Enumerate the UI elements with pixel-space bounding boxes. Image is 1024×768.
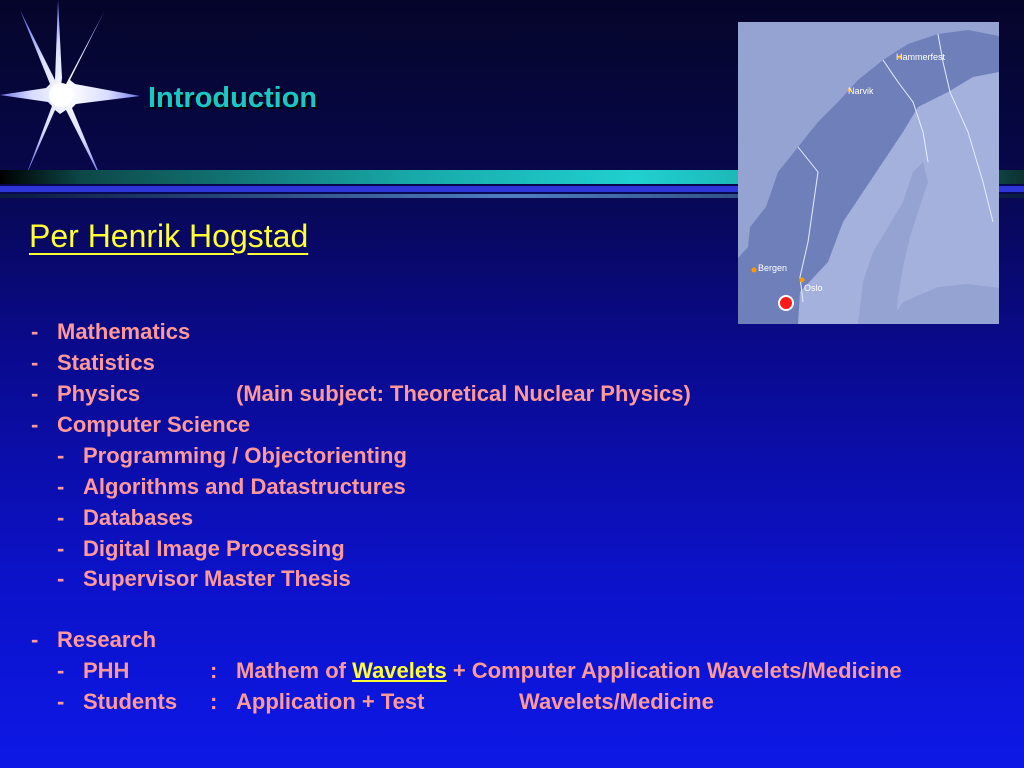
map-label-bergen: Bergen (758, 263, 788, 273)
map-label-oslo: Oslo (804, 283, 823, 293)
presenter-name: Per Henrik Hogstad (29, 218, 309, 254)
slide-title: Introduction (148, 82, 318, 114)
map-label-narvik: Narvik (848, 86, 874, 96)
location-marker-icon (779, 296, 793, 310)
physics-note: (Main subject: Theoretical Nuclear Physics) (236, 381, 691, 406)
wavelets-link[interactable]: Wavelets (352, 658, 447, 683)
star-logo-icon (0, 0, 150, 190)
map-label-hammerfest: Hammerfest (896, 52, 946, 62)
scandinavia-map (738, 22, 999, 324)
